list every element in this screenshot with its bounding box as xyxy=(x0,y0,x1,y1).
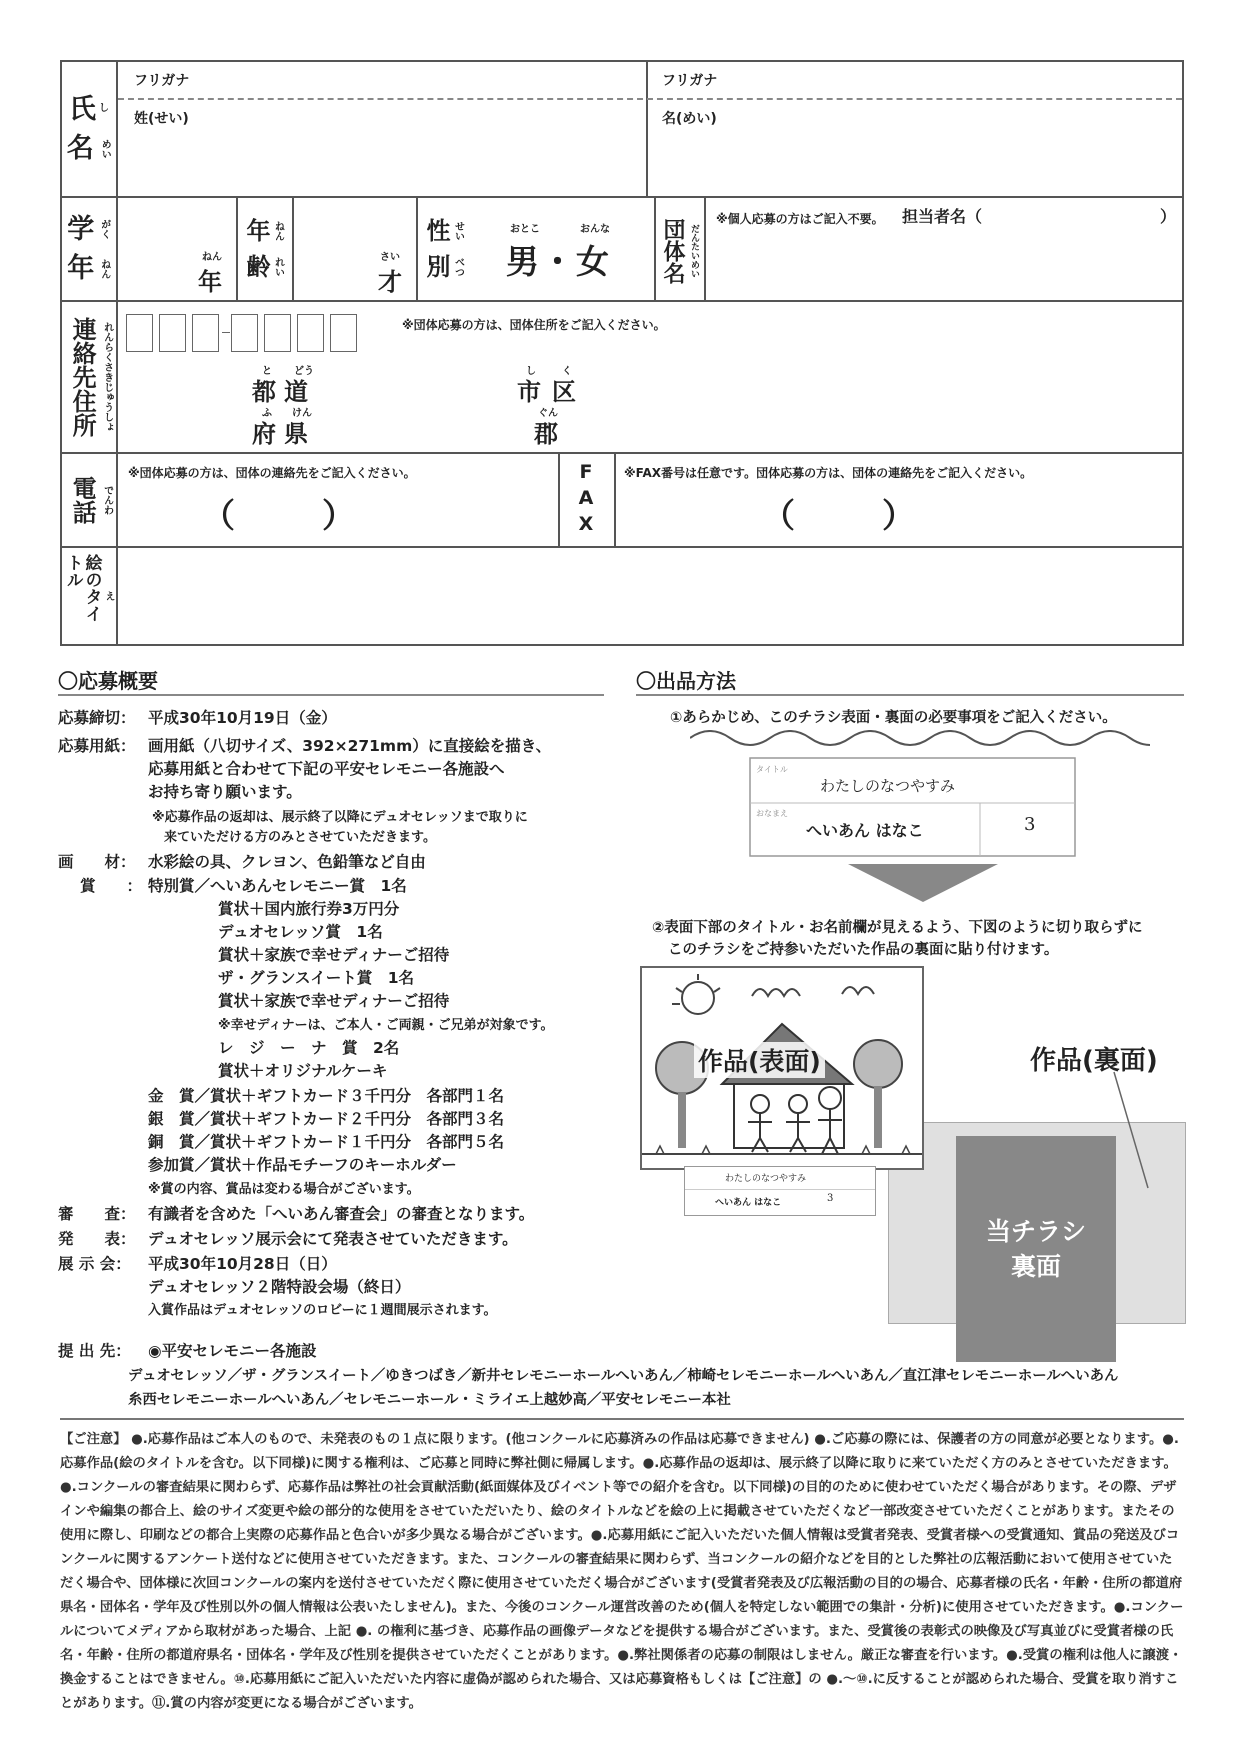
paper-label: 応募用紙： xyxy=(58,737,136,755)
prize2-line: 銀 賞／賞状＋ギフトカード２千円分 各部門３名 xyxy=(148,1110,505,1128)
submit-value: ◉平安セレモニー各施設 xyxy=(148,1342,317,1360)
artwork-back-label: 作品(裏面) xyxy=(1030,1046,1158,1076)
given-name-label: 名(めい) xyxy=(662,111,717,127)
prize-line: 特別賞／へいあんセレモニー賞 1名 xyxy=(148,877,407,895)
group-label: 団体名 xyxy=(660,218,685,284)
age-header xyxy=(238,198,294,300)
announce-value: デュオセレッソ展示会にて発表させていただきます。 xyxy=(148,1230,518,1248)
address-header xyxy=(62,302,118,452)
mini-card-title: わたしのなつやすみ xyxy=(725,1174,807,1184)
address-note: ※団体応募の方は、団体住所をご記入ください。 xyxy=(402,318,666,332)
exhibit-line: デュオセレッソ２階特設会場（終日） xyxy=(148,1278,411,1296)
name-divider xyxy=(646,62,648,196)
age-ruby-2: れい xyxy=(272,257,284,277)
contact-person-input[interactable] xyxy=(1008,204,1158,228)
grade-label-1: 学 xyxy=(67,213,95,245)
exhibit-note: 入賞作品はデュオセレッソのロビーに１週間展示されます。 xyxy=(148,1303,497,1318)
prize-line: 賞状＋オリジナルケーキ xyxy=(218,1062,388,1080)
grade-ruby-2: ねん xyxy=(98,258,110,279)
artwork-front-label: 作品(表面) xyxy=(694,1042,825,1078)
name-row xyxy=(62,62,1182,198)
age-unit-ruby: さい xyxy=(380,252,400,263)
age-label-1: 年 xyxy=(246,217,271,245)
surname-label: 姓(せい) xyxy=(134,111,189,127)
overview-heading: 〇応募概要 xyxy=(58,669,158,693)
gender-options[interactable]: 男・女 xyxy=(506,242,611,281)
prize-line: レ ジ ー ナ 賞 2名 xyxy=(218,1039,400,1057)
group-divider xyxy=(704,198,706,300)
prize-line: 賞状＋家族で幸せディナーご招待 xyxy=(218,946,450,964)
name-label-2: 名 xyxy=(66,133,94,164)
card-title-text: わたしのなつやすみ xyxy=(820,777,956,795)
postal-code-input[interactable] xyxy=(126,314,358,354)
postal-box xyxy=(330,314,357,352)
group-label-ruby: だんたいめい xyxy=(689,224,699,278)
flyer-back-line: 当チラシ xyxy=(985,1217,1086,1246)
down-arrow-icon xyxy=(848,864,998,904)
female-ruby: おんな xyxy=(580,224,610,235)
age-divider xyxy=(292,198,294,300)
title-row xyxy=(62,548,1182,644)
card-name-text: へいあん はなこ xyxy=(806,821,924,840)
grade-unit-ruby: ねん xyxy=(202,252,222,263)
surname-furigana-input[interactable] xyxy=(122,64,642,96)
contact-close-paren: ） xyxy=(1160,207,1177,226)
age-ruby-1: ねん xyxy=(272,221,284,241)
deadline-label: 応募締切： xyxy=(58,709,136,727)
to-ruby: と xyxy=(262,366,272,377)
card-title-label: タイトル xyxy=(756,765,788,774)
flyer-back-line: 裏面 xyxy=(1010,1252,1061,1281)
entry-form xyxy=(60,60,1184,646)
material-label: 画 材： xyxy=(58,853,136,871)
surname-input[interactable] xyxy=(122,102,642,192)
caution-block xyxy=(60,1418,1184,1716)
ken-ruby: けん xyxy=(292,408,312,419)
prize-line: 賞状＋国内旅行券3万円分 xyxy=(218,900,400,918)
name-furigana-divider xyxy=(118,98,1182,100)
dou-ruby: どう xyxy=(294,366,314,377)
gender-label-2: 別 xyxy=(426,253,451,281)
group-note: ※個人応募の方はご記入不要。 xyxy=(716,212,884,226)
grade-ruby-1: がく xyxy=(98,219,110,240)
fu-ruby: ふ xyxy=(262,408,272,419)
prize-label: 賞 ： xyxy=(80,877,143,895)
mini-card-num: 3 xyxy=(827,1193,834,1204)
phone-open-paren: （ xyxy=(202,496,235,535)
caution-heading: 【ご注意】 xyxy=(60,1432,127,1447)
gender-label-1: 性 xyxy=(426,217,451,245)
postal-hyphen xyxy=(222,332,230,333)
address-input[interactable] xyxy=(362,338,1172,448)
age-unit: 才 xyxy=(378,268,402,296)
phone-note: ※団体応募の方は、団体の連絡先をご記入ください。 xyxy=(128,466,416,480)
deadline-value: 平成30年10月19日（金） xyxy=(148,709,337,727)
prize2-line: 金 賞／賞状＋ギフトカード３千円分 各部門１名 xyxy=(148,1087,505,1105)
paper-note: 来ていただける方のみとさせていただきます。 xyxy=(164,830,436,845)
judge-label: 審 査： xyxy=(58,1205,136,1223)
flyer-back xyxy=(956,1136,1116,1362)
gun-char: 郡 xyxy=(534,420,558,448)
shi-char: 市 xyxy=(517,378,541,406)
method-step1: ①あらかじめ、このチラシ表面・裏面の必要事項をご記入ください。 xyxy=(670,710,1117,726)
ken-char: 県 xyxy=(284,420,308,448)
age-label-2: 齢 xyxy=(246,253,271,281)
phone-close-paren: ） xyxy=(322,496,355,535)
postal-box xyxy=(231,314,258,352)
ku-char: 区 xyxy=(552,378,576,406)
male-ruby: おとこ xyxy=(510,224,540,235)
card-num-text: 3 xyxy=(1024,814,1036,835)
address-row xyxy=(62,302,1182,454)
announce-label: 発 表： xyxy=(58,1230,136,1248)
paper-line: お持ち寄り願います。 xyxy=(148,783,302,801)
phone-label: 電話 xyxy=(68,476,97,524)
method-step2-line: ②表面下部のタイトル・お名前欄が見えるよう、下図のように切り取らずに xyxy=(652,920,1143,936)
prize-line: デュオセレッソ賞 1名 xyxy=(218,923,383,941)
method-step2-line: このチラシをご持参いただいた作品の裏面に貼り付けます。 xyxy=(668,942,1059,958)
paper-line: 応募用紙と合わせて下記の平安セレモニー各施設へ xyxy=(148,760,505,778)
postal-box xyxy=(297,314,324,352)
exhibit-line: 平成30年10月28日（日） xyxy=(148,1255,337,1273)
name-label-1: 氏 xyxy=(69,93,96,125)
fu-char: 府 xyxy=(252,420,276,448)
grade-header xyxy=(62,198,118,300)
prize2-line: ※賞の内容、賞品は変わる場合がございます。 xyxy=(148,1182,420,1197)
gender-header xyxy=(418,198,474,300)
gender-ruby-2: べつ xyxy=(452,257,464,277)
dou-char: 道 xyxy=(284,378,308,406)
mini-card-name: へいあん はなこ xyxy=(715,1198,782,1208)
method-heading-rule xyxy=(636,694,1184,696)
surname-furigana-label: フリガナ xyxy=(134,73,190,89)
title-header xyxy=(62,548,118,644)
phone-header xyxy=(62,454,118,546)
caution-text: ●.応募作品はご本人のもので、未発表のもの１点に限ります。(他コンクールに応募済みの作品は応募できません) ●.ご応募の際には、保護者の方の同意が必要となります。●.応募作品(絵のタイトルを含む。以下同様)に関する権利は、ご応募と同時に弊社側に帰属します。●.応募作品の返却は、展示終了以降に取りに来ていただく方のみとさせていただきます。●.コンクールの審査結果に関わらず、応募作品は弊社の社会貢献活動(紙面媒体及びイベント等での紹介を含む。以下同様)の目的のために使わせていただく場合があります。その際、デザインや編集の都合上、絵のサイズ変更や絵の部分的な使用をさせていただいたり、絵のタイトルなどを絵の上に掲載させていただくなど一部改変させていただくことがあります。またその使用に際し、印刷などの都合上実際の応募作品と色合いが多少異なる場合がございます。●.応募用紙にご記入いただいた個人情報は受賞者発表、受賞者様への受賞通知、賞品の発送及びコンクールに関するアンケート送付などに使用させていただきます。また、コンクールの審査結果に関わらず、当コンクールの紹介などを目的とした弊社の広報活動において使用させていただく場合や、団体様に次回コンクールの案内を送付させていただく際に使用させていただく場合がございます(受賞者発表及び広報活動の目的の場合、応募者様の氏名・年齢・住所の都道府県名・団体名・学年及び性別以外の個人情報は公表いたしません)。また、今後のコンクール運営改善のため(個人を特定しない範囲での集計・分析)に使用させていただきます。●.コンクールについてメディアから取材があった場合、上記 ●. の権利に基づき、応募作品の画像データなどを提供する場合がございます。また、受賞後の表彰式の映像及び写真並びに受賞者様の氏名・年齢・住所の都道府県名・団体名・学年及び性別を提供させていただくことがあります。●.弊社関係者の応募の制限はしません。厳正な審査を行います。●.受賞の権利は他人に譲渡・換金することはできません。⑩.応募用紙にご記入いただいた内容に虚偽が認められた場合、又は応募資格もしくは【ご注意】の ●.〜⑩.に反することが認められた場合、受賞を取り消すことがあります。⑪.賞の内容が変更になる場合がございます。 xyxy=(60,1432,1184,1711)
grade-unit: 年 xyxy=(198,268,222,296)
gender-ruby-1: せい xyxy=(452,221,464,241)
gun-ruby: ぐん xyxy=(538,408,558,419)
fax-open-paren: （ xyxy=(762,496,795,535)
title-label-ruby: え xyxy=(102,591,114,601)
given-name-input[interactable] xyxy=(652,102,1176,192)
phone-label-ruby: でんわ xyxy=(101,485,113,515)
overview-heading-rule xyxy=(58,694,604,696)
phone-input[interactable] xyxy=(126,484,552,542)
prize2-line: 参加賞／賞状＋作品モチーフのキーホルダー xyxy=(148,1156,457,1174)
judge-value: 有識者を含めた「へいあん審査会」の審査となります。 xyxy=(148,1205,535,1223)
painting-title-input[interactable] xyxy=(124,554,1174,638)
contact-person xyxy=(902,204,982,227)
mini-card xyxy=(684,1166,876,1216)
name-ruby-2: めい xyxy=(99,138,111,159)
name-ruby-1: し xyxy=(99,103,109,115)
contact-person-label: 担当者名（ xyxy=(902,207,983,226)
postal-box xyxy=(264,314,291,352)
exhibit-label: 展 示 会： xyxy=(58,1255,131,1273)
fax-input[interactable] xyxy=(622,484,1172,542)
paper-note: ※応募作品の返却は、展示終了以降にデュオセレッソまで取りに xyxy=(152,810,528,825)
postal-box xyxy=(126,314,153,352)
grade-row xyxy=(62,198,1182,302)
material-value: 水彩絵の具、クレヨン、色鉛筆など自由 xyxy=(148,853,426,871)
name-header xyxy=(62,62,118,196)
grade-label-2: 年 xyxy=(67,253,95,284)
card-name-label: おなまえ xyxy=(756,809,788,818)
submit-label: 提 出 先： xyxy=(58,1342,131,1360)
submit-line: 糸西セレモニーホールへいあん／セレモニーホール・ミライエ上越妙高／平安セレモニー本社 xyxy=(128,1392,731,1408)
method-heading: 〇出品方法 xyxy=(636,669,736,693)
address-label-ruby: れんらくさきじゅうしょ xyxy=(101,322,113,432)
fax-header xyxy=(560,454,612,546)
given-furigana-input[interactable] xyxy=(652,64,1176,96)
address-label: 連絡先住所 xyxy=(68,317,97,437)
postal-box xyxy=(159,314,186,352)
prize-line: ザ・グランスイート賞 1名 xyxy=(218,969,415,987)
given-furigana-label: フリガナ xyxy=(662,73,718,89)
group-name-input[interactable] xyxy=(712,234,1172,296)
fax-label: FAX xyxy=(575,461,597,539)
submit-line: デュオセレッソ／ザ・グランスイート／ゆきつばき／新井セレモニーホールへいあん／柿崎セレモニーホールへいあん／直江津セレモニーホールへいあん xyxy=(128,1368,1119,1384)
to-char: 都 xyxy=(252,378,276,406)
prize2-line: 銅 賞／賞状＋ギフトカード１千円分 各部門５名 xyxy=(148,1133,505,1151)
paper-line: 画用紙（八切サイズ、392×271mm）に直接絵を描き、 xyxy=(148,737,552,755)
mini-card-divider xyxy=(685,1189,875,1190)
shi-ruby: し xyxy=(526,366,536,377)
fax-divider xyxy=(614,454,616,546)
group-header xyxy=(656,208,702,294)
artwork-back-pointer xyxy=(1112,1070,1152,1192)
phone-row xyxy=(62,454,1182,548)
ku-ruby: く xyxy=(562,366,572,377)
title-label: 絵のタイトル xyxy=(62,554,102,622)
fax-note: ※FAX番号は任意です。団体応募の方は、団体の連絡先をご記入ください。 xyxy=(624,466,1033,480)
fax-close-paren: ） xyxy=(882,496,915,535)
prize-line: 賞状＋家族で幸せディナーご招待 xyxy=(218,992,450,1010)
postal-box xyxy=(192,314,219,352)
prize-line: ※幸せディナーは、ご本人・ご両親・ご兄弟が対象です。 xyxy=(218,1018,554,1033)
